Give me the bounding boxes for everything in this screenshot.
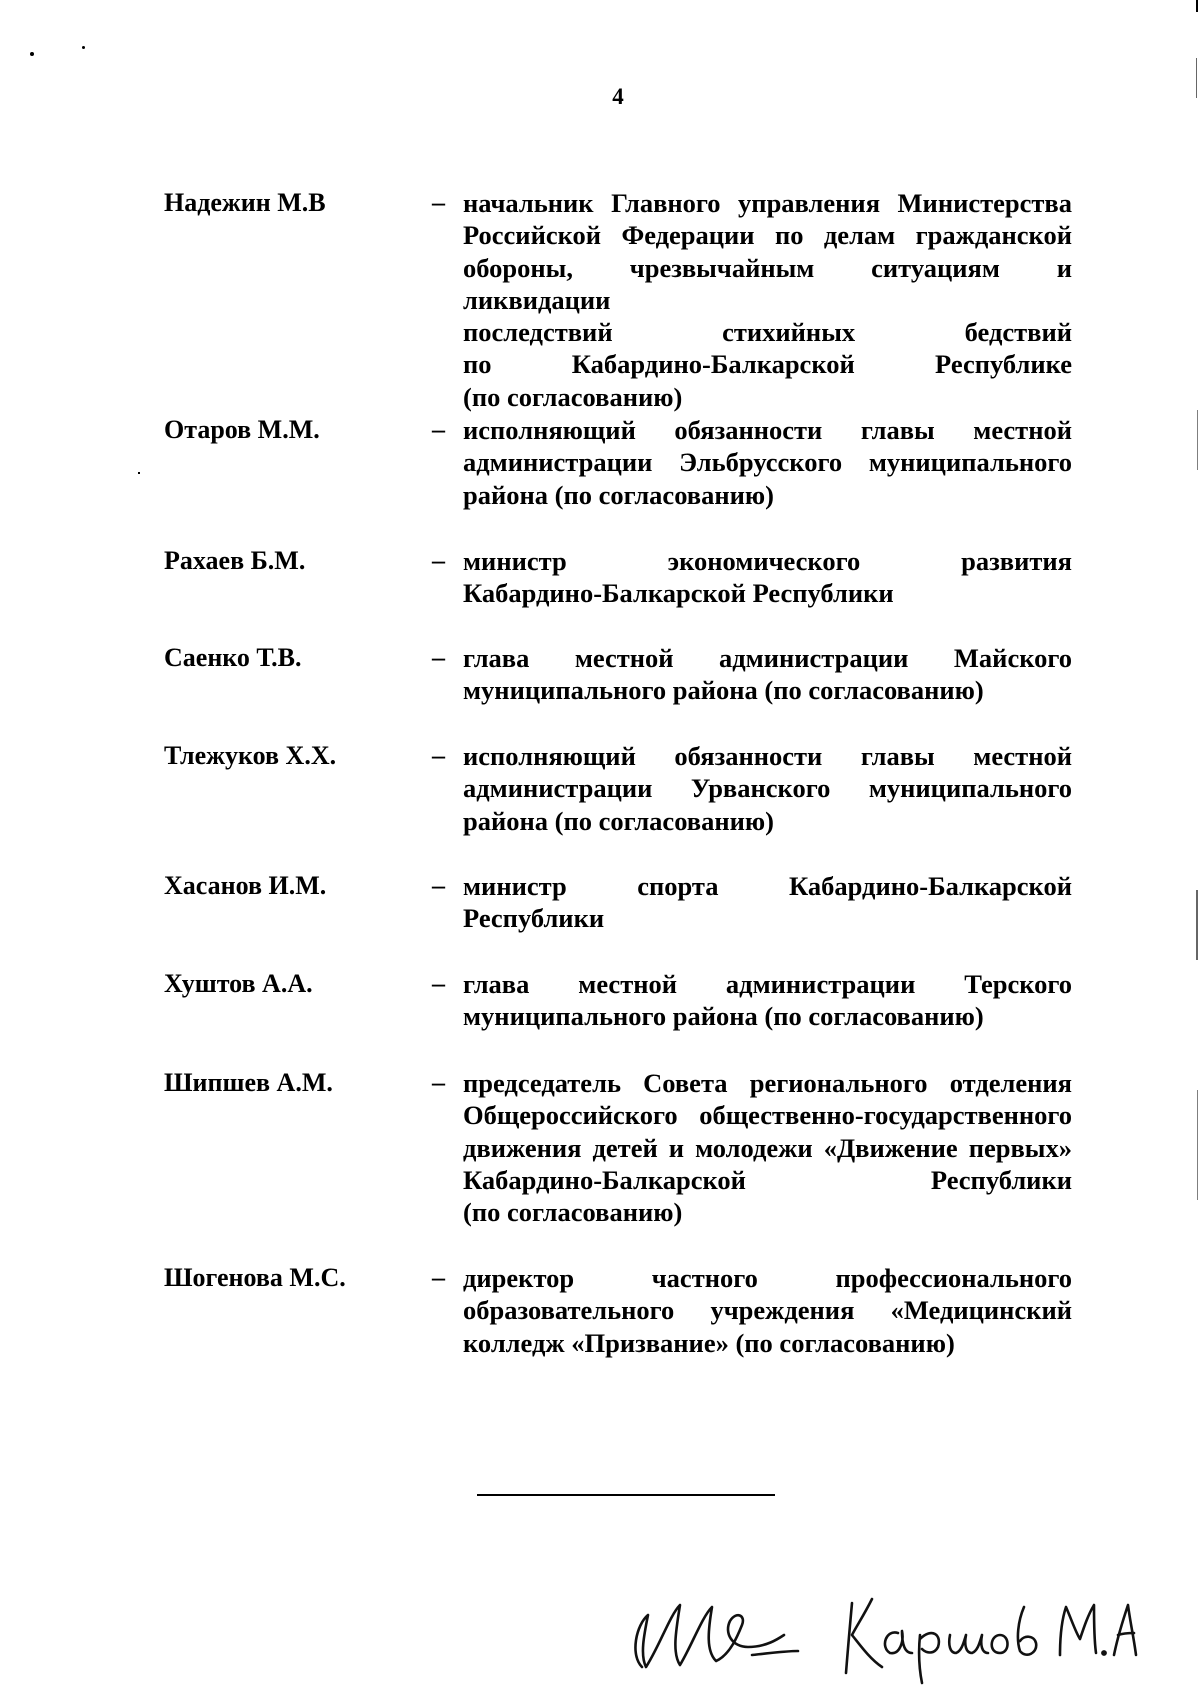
position-line: колледж «Призвание» (по согласованию) — [463, 1327, 955, 1358]
position-line: района (по согласованию) — [463, 805, 774, 836]
dash-separator: – — [432, 969, 445, 998]
member-name: Тлежуков Х.Х. — [164, 741, 337, 770]
dash-separator: – — [432, 1068, 445, 1097]
member-position — [463, 1262, 1072, 1359]
member-position — [463, 545, 1072, 610]
scan-artifact — [30, 52, 34, 56]
position-line: Российской Федерации по делам гражданской — [463, 220, 1072, 251]
member-name: Отаров М.М. — [164, 415, 320, 444]
position-line: глава местной администрации Майского — [463, 643, 1072, 673]
member-position — [463, 740, 1072, 837]
scan-artifact — [1197, 410, 1198, 470]
member-name: Надежин М.В — [164, 188, 326, 217]
dash-separator: – — [432, 415, 445, 444]
position-line: глава местной администрации Терского — [463, 969, 1072, 999]
dash-separator: – — [432, 741, 445, 770]
dash-separator: – — [432, 643, 445, 672]
position-line: (по согласованию) — [463, 1197, 683, 1228]
member-position — [463, 870, 1072, 935]
position-line: исполняющий обязанности главы местной — [463, 415, 1072, 445]
handwritten-signature — [620, 1555, 1140, 1685]
position-line: администрации Урванского муниципального — [463, 773, 1072, 804]
position-line: Кабардино-Балкарской Республики — [463, 1164, 1072, 1195]
scan-artifact — [1196, 0, 1198, 12]
position-line: председатель Совета регионального отделения — [463, 1068, 1072, 1098]
dash-separator: – — [432, 188, 445, 217]
position-line: по Кабардино-Балкарской Республике — [463, 349, 1072, 380]
position-line: министр экономического развития — [463, 546, 1072, 576]
position-line: Кабардино-Балкарской Республики — [463, 578, 894, 609]
closing-rule — [477, 1494, 775, 1496]
member-position — [463, 642, 1072, 707]
scan-artifact — [1197, 1090, 1198, 1200]
position-line: начальник Главного управления Министерства — [463, 188, 1072, 218]
member-position — [463, 187, 1072, 413]
page-number: 4 — [612, 84, 624, 109]
member-name: Рахаев Б.М. — [164, 546, 306, 575]
position-line: исполняющий обязанности главы местной — [463, 741, 1072, 771]
position-line: Республики — [463, 903, 605, 934]
position-line: муниципального района (по согласованию) — [463, 1001, 984, 1032]
member-name: Хуштов А.А. — [164, 969, 313, 998]
scan-artifact — [82, 46, 85, 49]
member-position — [463, 1067, 1072, 1228]
member-name: Шогенова М.С. — [164, 1263, 346, 1292]
position-line: обороны, чрезвычайным ситуациям и ликвидации — [463, 252, 1072, 315]
position-line: последствий стихийных бедствий — [463, 317, 1072, 348]
member-position — [463, 414, 1072, 511]
position-line: муниципального района (по согласованию) — [463, 675, 984, 706]
position-line: администрации Эльбрусского муниципального — [463, 447, 1072, 478]
member-name: Шипшев А.М. — [164, 1068, 333, 1097]
position-line: министр спорта Кабардино-Балкарской — [463, 871, 1072, 901]
position-line: директор частного профессионального — [463, 1263, 1072, 1293]
position-line: движения детей и молодежи «Движение первых» — [463, 1132, 1072, 1163]
member-position — [463, 968, 1072, 1033]
position-line: района (по согласованию) — [463, 479, 774, 510]
position-line: Общероссийского общественно-государственного — [463, 1100, 1072, 1131]
dash-separator: – — [432, 871, 445, 900]
position-line: образовательного учреждения «Медицинский — [463, 1295, 1072, 1326]
dash-separator: – — [432, 1263, 445, 1292]
member-name: Хасанов И.М. — [164, 871, 327, 900]
scan-artifact — [138, 472, 140, 474]
member-name: Саенко Т.В. — [164, 643, 302, 672]
scan-artifact — [1196, 890, 1198, 960]
position-line: (по согласованию) — [463, 381, 683, 412]
dash-separator: – — [432, 546, 445, 575]
scan-artifact — [1196, 58, 1197, 98]
